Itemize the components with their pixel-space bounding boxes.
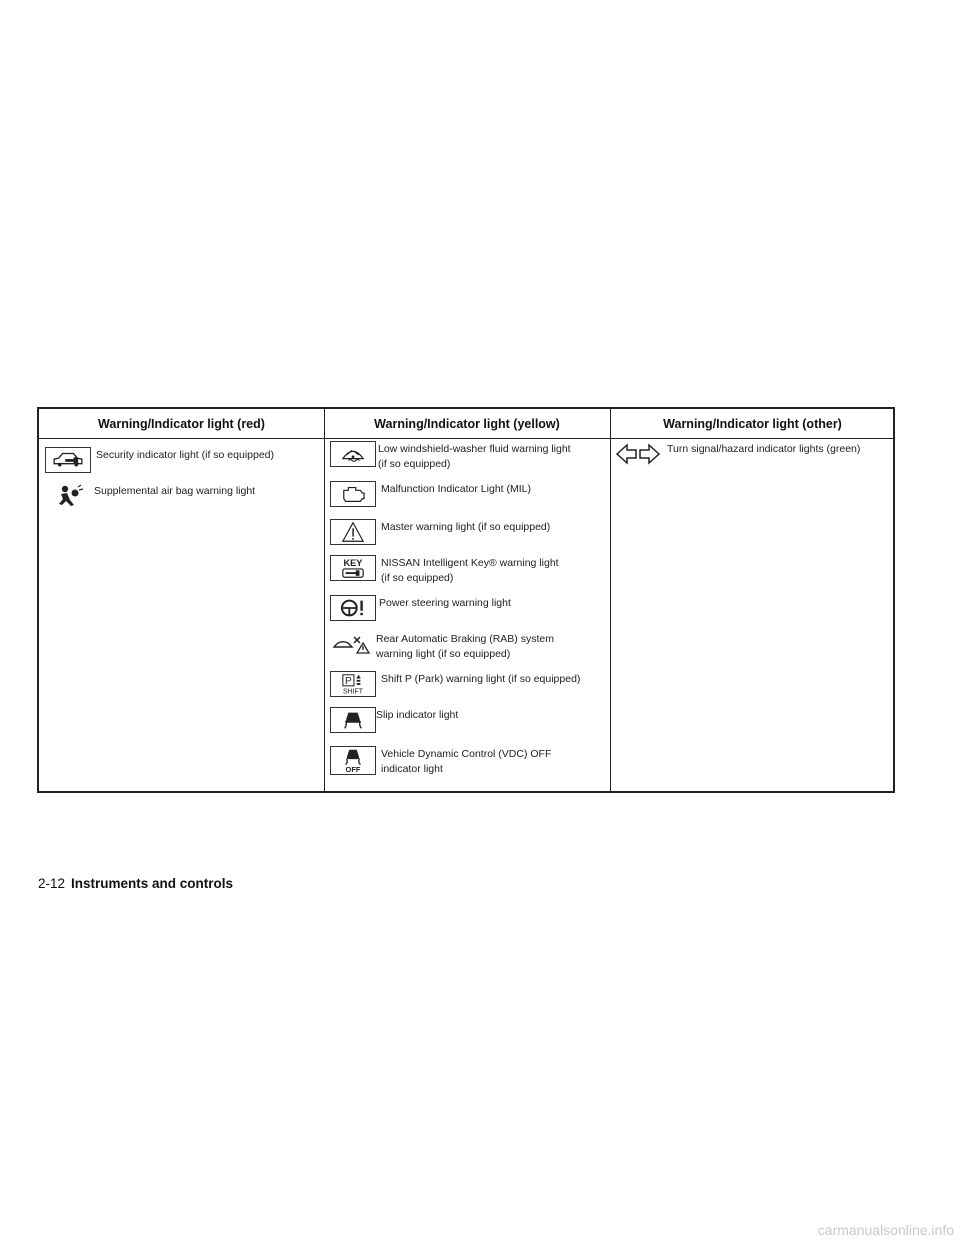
column-divider — [610, 409, 611, 791]
item-label: Malfunction Indicator Light (MIL) — [381, 483, 531, 495]
item-label: Turn signal/hazard indicator lights (green) — [667, 443, 861, 455]
slip-icon — [330, 707, 376, 733]
svg-text:P: P — [345, 676, 352, 687]
item-label: Power steering warning light — [379, 597, 511, 609]
svg-text:SHIFT: SHIFT — [343, 688, 363, 696]
item-label: Shift P (Park) warning light (if so equipped) — [381, 673, 581, 685]
header-red: Warning/Indicator light (red) — [98, 417, 265, 431]
item-label: Master warning light (if so equipped) — [381, 521, 551, 533]
power-steering-icon — [330, 595, 376, 621]
section-title: Instruments and controls — [71, 876, 234, 891]
item-label: Slip indicator light — [376, 709, 459, 721]
item-label: Security indicator light (if so equipped) — [96, 449, 275, 461]
intelligent-key-icon — [330, 555, 376, 581]
item-label: Rear Automatic Braking (RAB) system warning light (if so equipped) — [376, 633, 554, 660]
watermark: carmanualsonline.info — [817, 1222, 954, 1238]
header-other: Warning/Indicator light (other) — [663, 417, 842, 431]
item-label: NISSAN Intelligent Key® warning light (if so equipped) — [381, 557, 559, 584]
svg-text:KEY: KEY — [343, 558, 363, 569]
airbag-icon — [45, 483, 91, 509]
column-divider — [324, 409, 325, 791]
page-number: 2-12 — [38, 876, 66, 891]
turn-signal-icon — [615, 441, 661, 467]
header-yellow: Warning/Indicator light (yellow) — [374, 417, 560, 431]
item-label: Low windshield-washer fluid warning light (if so equipped) — [378, 443, 571, 470]
car-lock-icon — [45, 447, 91, 473]
warning-triangle-icon — [330, 519, 376, 545]
warning-light-table — [37, 407, 895, 793]
engine-icon — [330, 481, 376, 507]
page-footer — [38, 876, 233, 891]
vdc-off-icon — [330, 746, 376, 775]
item-label: Supplemental air bag warning light — [94, 485, 256, 497]
svg-text:OFF: OFF — [345, 765, 361, 774]
shift-park-icon — [330, 671, 376, 697]
table-header — [39, 409, 893, 439]
item-label: Vehicle Dynamic Control (VDC) OFF indicator light — [381, 748, 552, 775]
rear-braking-icon — [330, 631, 376, 657]
washer-fluid-icon — [330, 441, 376, 467]
